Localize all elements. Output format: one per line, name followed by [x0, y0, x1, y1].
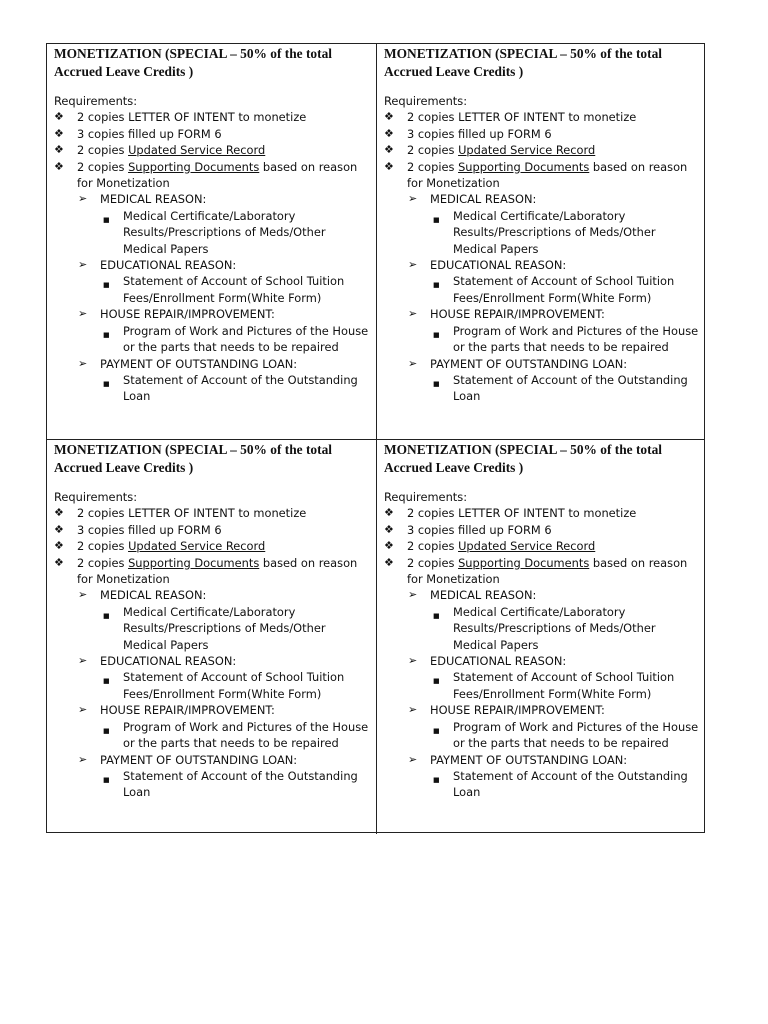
requirement-item: [54, 109, 370, 125]
reason-document-text: Medical Certificate/Laboratory Results/Prescriptions of Meds/Other Medical Papers: [453, 208, 656, 256]
reason-label: PAYMENT OF OUTSTANDING LOAN:: [100, 752, 298, 767]
diamond-bullet-icon: ❖: [54, 555, 64, 569]
requirement-prefix: 2 copies: [77, 539, 129, 554]
square-bullet-icon: ■: [433, 281, 440, 290]
requirements-body: [54, 93, 370, 405]
reason-label: EDUCATIONAL REASON:: [100, 258, 237, 273]
reason-label: EDUCATIONAL REASON:: [100, 654, 237, 669]
diamond-bullet-icon: ❖: [54, 522, 64, 536]
card-top-left: [47, 44, 376, 439]
square-bullet-icon: ■: [103, 726, 110, 735]
reason-label: EDUCATIONAL REASON:: [430, 258, 567, 273]
requirement-prefix: 2 copies: [407, 555, 459, 570]
diamond-bullet-icon: ❖: [54, 110, 64, 124]
reason-document: [54, 323, 370, 356]
card-title: MONETIZATION (SPECIAL – 50% of the total Accrued Leave Credits ): [384, 46, 662, 79]
reason-document-text: Program of Work and Pictures of the House or the parts that needs to be repaired: [123, 323, 369, 355]
reason-document-text: Statement of Account of School Tuition Fees/Enrollment Form(White Form): [123, 274, 345, 305]
reason-document-text: Statement of Account of the Outstanding Loan: [453, 768, 688, 800]
square-bullet-icon: ■: [433, 726, 440, 735]
reason-document-text: Statement of Account of the Outstanding Loan: [123, 372, 358, 404]
arrowhead-bullet-icon: ➢: [78, 307, 88, 321]
reason-document: [54, 372, 370, 405]
requirement-suffix: based on reason for Monetization: [407, 159, 688, 191]
arrowhead-bullet-icon: ➢: [78, 654, 88, 668]
square-bullet-icon: ■: [433, 677, 440, 686]
reason-document: [384, 768, 699, 801]
diamond-bullet-icon: ❖: [384, 159, 394, 173]
arrowhead-bullet-icon: ➢: [78, 703, 88, 717]
diamond-bullet-icon: ❖: [384, 126, 394, 140]
reason-heading: [54, 306, 370, 322]
requirement-item: [384, 522, 699, 538]
requirement-document-name: LETTER OF INTENT: [458, 110, 565, 125]
square-bullet-icon: ■: [433, 775, 440, 784]
reason-document-text: Statement of Account of School Tuition Fees/Enrollment Form(White Form): [453, 670, 675, 701]
requirement-prefix: 2 copies: [77, 555, 129, 570]
reason-heading: [54, 752, 370, 768]
requirement-suffix: to monetize: [234, 506, 307, 521]
reason-document-text: Statement of Account of the Outstanding Loan: [123, 768, 358, 800]
arrowhead-bullet-icon: ➢: [78, 356, 88, 370]
reason-document-text: Program of Work and Pictures of the House or the parts that needs to be repaired: [453, 719, 699, 751]
diamond-bullet-icon: ❖: [54, 143, 64, 157]
requirement-prefix: 2 copies: [77, 506, 129, 521]
requirement-item: [384, 142, 699, 158]
requirement-document-name: LETTER OF INTENT: [128, 506, 235, 521]
requirement-prefix: 2 copies: [407, 539, 459, 554]
requirement-item: [54, 538, 370, 554]
requirement-suffix: based on reason for Monetization: [77, 555, 358, 587]
requirements-body: [384, 93, 699, 405]
reason-label: MEDICAL REASON:: [430, 192, 537, 207]
requirements-label: Requirements:: [384, 94, 468, 108]
reason-label: MEDICAL REASON:: [430, 588, 537, 603]
arrowhead-bullet-icon: ➢: [78, 192, 88, 206]
requirement-suffix: based on reason for Monetization: [77, 159, 358, 191]
reason-document-text: Program of Work and Pictures of the House or the parts that needs to be repaired: [453, 323, 699, 355]
requirements-sheet: [46, 43, 705, 833]
requirement-document-name: Supporting Documents: [128, 555, 260, 570]
reason-label: HOUSE REPAIR/IMPROVEMENT:: [100, 307, 275, 322]
requirement-prefix: 3 copies filled up: [407, 126, 508, 141]
diamond-bullet-icon: ❖: [54, 126, 64, 140]
card-title: MONETIZATION (SPECIAL – 50% of the total Accrued Leave Credits ): [54, 46, 332, 79]
card-title: MONETIZATION (SPECIAL – 50% of the total Accrued Leave Credits ): [384, 442, 662, 475]
reason-heading: [384, 752, 699, 768]
requirement-prefix: 2 copies: [407, 110, 459, 125]
reason-document: [384, 273, 699, 306]
arrowhead-bullet-icon: ➢: [408, 356, 418, 370]
reason-heading: [384, 191, 699, 207]
requirement-prefix: 2 copies: [77, 110, 129, 125]
reason-label: PAYMENT OF OUTSTANDING LOAN:: [430, 752, 628, 767]
reason-label: PAYMENT OF OUTSTANDING LOAN:: [100, 356, 298, 371]
reason-document: [384, 323, 699, 356]
square-bullet-icon: ■: [103, 677, 110, 686]
requirement-item: [384, 505, 699, 521]
reason-document: [54, 768, 370, 801]
requirement-item: [54, 505, 370, 521]
reason-label: EDUCATIONAL REASON:: [430, 654, 567, 669]
requirements-label: Requirements:: [384, 490, 468, 504]
arrowhead-bullet-icon: ➢: [408, 192, 418, 206]
arrowhead-bullet-icon: ➢: [408, 258, 418, 272]
requirement-suffix: to monetize: [234, 110, 307, 125]
requirement-prefix: 3 copies filled up: [77, 522, 178, 537]
arrowhead-bullet-icon: ➢: [78, 258, 88, 272]
square-bullet-icon: ■: [103, 330, 110, 339]
reason-heading: [54, 702, 370, 718]
reason-document-text: Statement of Account of the Outstanding Loan: [453, 372, 688, 404]
square-bullet-icon: ■: [103, 215, 110, 224]
reason-heading: [384, 306, 699, 322]
requirement-document-name: LETTER OF INTENT: [128, 110, 235, 125]
reason-document: [54, 208, 370, 257]
reason-label: HOUSE REPAIR/IMPROVEMENT:: [430, 307, 605, 322]
requirement-document-name: FORM 6: [507, 126, 552, 141]
reason-document: [54, 669, 370, 702]
reason-document: [54, 604, 370, 653]
diamond-bullet-icon: ❖: [384, 555, 394, 569]
requirement-prefix: 2 copies: [407, 159, 459, 174]
requirement-item: [384, 555, 699, 588]
square-bullet-icon: ■: [433, 611, 440, 620]
requirement-document-name: FORM 6: [507, 522, 552, 537]
reason-document: [54, 719, 370, 752]
requirement-item: [54, 126, 370, 142]
reason-label: HOUSE REPAIR/IMPROVEMENT:: [100, 703, 275, 718]
requirement-item: [54, 522, 370, 538]
requirement-prefix: 3 copies filled up: [77, 126, 178, 141]
requirement-item: [54, 159, 370, 192]
arrowhead-bullet-icon: ➢: [408, 703, 418, 717]
reason-document: [54, 273, 370, 306]
requirement-document-name: Updated Service Record: [128, 539, 266, 554]
requirement-document-name: LETTER OF INTENT: [458, 506, 565, 521]
arrowhead-bullet-icon: ➢: [78, 588, 88, 602]
reason-document-text: Medical Certificate/Laboratory Results/Prescriptions of Meds/Other Medical Papers: [123, 604, 326, 652]
reason-heading: [54, 257, 370, 273]
reason-heading: [54, 356, 370, 372]
reason-heading: [54, 653, 370, 669]
reason-heading: [384, 356, 699, 372]
requirement-document-name: Updated Service Record: [128, 143, 266, 158]
reason-heading: [384, 257, 699, 273]
requirements-label: Requirements:: [54, 490, 138, 504]
requirements-label: Requirements:: [54, 94, 138, 108]
diamond-bullet-icon: ❖: [54, 159, 64, 173]
reason-heading: [384, 653, 699, 669]
diamond-bullet-icon: ❖: [384, 506, 394, 520]
square-bullet-icon: ■: [433, 330, 440, 339]
square-bullet-icon: ■: [103, 611, 110, 620]
diamond-bullet-icon: ❖: [54, 539, 64, 553]
requirement-document-name: Supporting Documents: [458, 159, 590, 174]
requirement-item: [384, 538, 699, 554]
arrowhead-bullet-icon: ➢: [78, 752, 88, 766]
card-bottom-left: [47, 439, 376, 834]
reason-heading: [384, 587, 699, 603]
reason-label: MEDICAL REASON:: [100, 192, 207, 207]
card-bottom-right: [376, 439, 705, 834]
requirement-prefix: 2 copies: [407, 506, 459, 521]
square-bullet-icon: ■: [103, 379, 110, 388]
reason-document: [384, 372, 699, 405]
square-bullet-icon: ■: [433, 215, 440, 224]
reason-label: HOUSE REPAIR/IMPROVEMENT:: [430, 703, 605, 718]
reason-document-text: Program of Work and Pictures of the House or the parts that needs to be repaired: [123, 719, 369, 751]
diamond-bullet-icon: ❖: [384, 110, 394, 124]
requirements-body: [54, 489, 370, 801]
reason-label: PAYMENT OF OUTSTANDING LOAN:: [430, 356, 628, 371]
requirement-document-name: Updated Service Record: [458, 143, 596, 158]
requirement-item: [384, 159, 699, 192]
requirement-item: [384, 109, 699, 125]
card-top-right: [376, 44, 705, 439]
arrowhead-bullet-icon: ➢: [408, 654, 418, 668]
square-bullet-icon: ■: [433, 379, 440, 388]
reason-document-text: Statement of Account of School Tuition Fees/Enrollment Form(White Form): [123, 670, 345, 701]
reason-heading: [54, 191, 370, 207]
reason-document: [384, 669, 699, 702]
requirement-suffix: to monetize: [564, 506, 637, 521]
card-title: MONETIZATION (SPECIAL – 50% of the total Accrued Leave Credits ): [54, 442, 332, 475]
requirement-document-name: FORM 6: [177, 126, 222, 141]
reason-document: [384, 604, 699, 653]
reason-document: [384, 208, 699, 257]
requirement-item: [54, 142, 370, 158]
requirement-document-name: FORM 6: [177, 522, 222, 537]
square-bullet-icon: ■: [103, 775, 110, 784]
arrowhead-bullet-icon: ➢: [408, 307, 418, 321]
reason-heading: [384, 702, 699, 718]
requirement-item: [384, 126, 699, 142]
requirement-document-name: Supporting Documents: [128, 159, 260, 174]
requirement-item: [54, 555, 370, 588]
requirement-suffix: based on reason for Monetization: [407, 555, 688, 587]
requirement-prefix: 2 copies: [407, 143, 459, 158]
requirement-prefix: 3 copies filled up: [407, 522, 508, 537]
diamond-bullet-icon: ❖: [54, 506, 64, 520]
diamond-bullet-icon: ❖: [384, 522, 394, 536]
reason-document-text: Medical Certificate/Laboratory Results/Prescriptions of Meds/Other Medical Papers: [453, 604, 656, 652]
requirement-prefix: 2 copies: [77, 159, 129, 174]
requirement-suffix: to monetize: [564, 110, 637, 125]
reason-label: MEDICAL REASON:: [100, 588, 207, 603]
square-bullet-icon: ■: [103, 281, 110, 290]
diamond-bullet-icon: ❖: [384, 143, 394, 157]
reason-document-text: Medical Certificate/Laboratory Results/Prescriptions of Meds/Other Medical Papers: [123, 208, 326, 256]
reason-document: [384, 719, 699, 752]
requirement-document-name: Supporting Documents: [458, 555, 590, 570]
requirement-document-name: Updated Service Record: [458, 539, 596, 554]
reason-heading: [54, 587, 370, 603]
reason-document-text: Statement of Account of School Tuition Fees/Enrollment Form(White Form): [453, 274, 675, 305]
arrowhead-bullet-icon: ➢: [408, 588, 418, 602]
requirements-body: [384, 489, 699, 801]
diamond-bullet-icon: ❖: [384, 539, 394, 553]
requirement-prefix: 2 copies: [77, 143, 129, 158]
arrowhead-bullet-icon: ➢: [408, 752, 418, 766]
